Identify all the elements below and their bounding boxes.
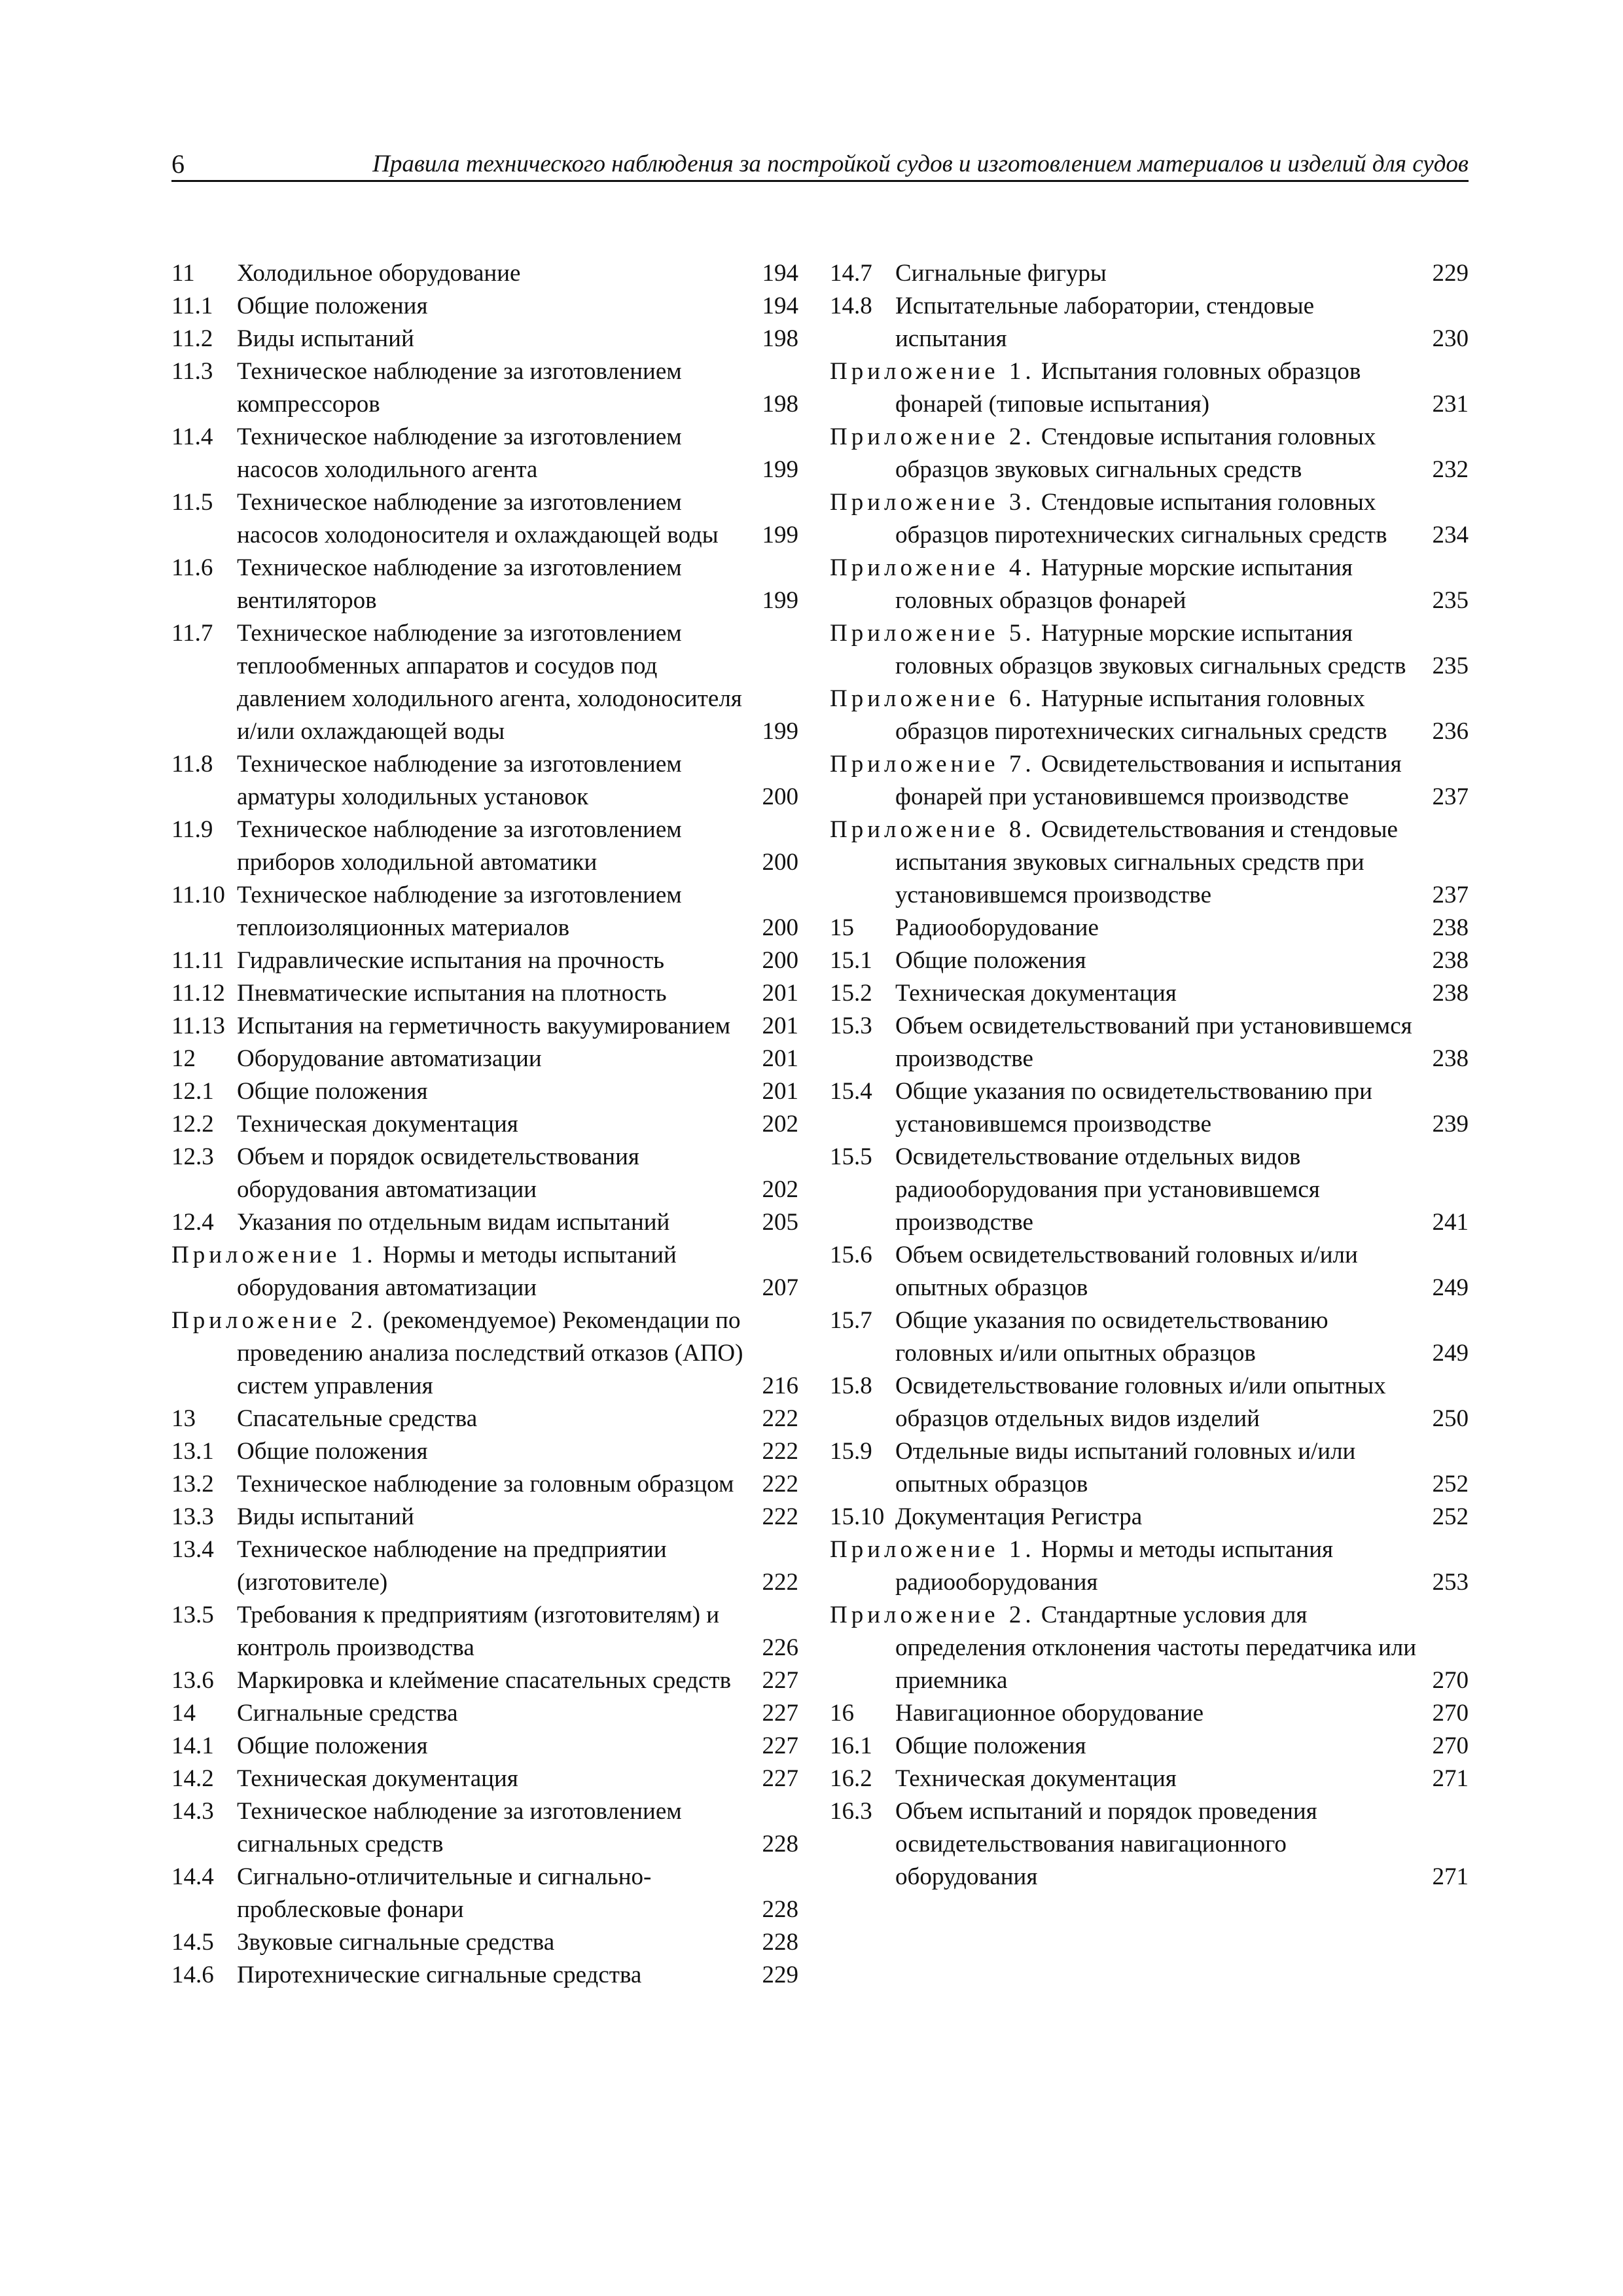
toc-entry — [171, 1664, 798, 1697]
toc-entry-page: 198 — [762, 391, 798, 418]
toc-entry — [171, 1043, 798, 1075]
toc-entry — [171, 944, 798, 977]
toc-entry-page: 252 — [1432, 1503, 1469, 1530]
toc-entry-title: Техническое наблюдение за изготовлением теплообменных аппаратов и сосудов под давлением холодильного агента, холодоносителя и/или охлаждающей воды — [237, 620, 742, 745]
toc-entry — [830, 552, 1469, 617]
toc-entry-title — [830, 814, 1419, 912]
toc-entry — [830, 683, 1469, 748]
toc-entry-title: Указания по отдельным видам испытаний — [237, 1209, 670, 1236]
toc-entry-number: 15.7 — [830, 1307, 872, 1334]
toc-entry-page: 207 — [762, 1274, 798, 1301]
appendix-title: (рекомендуемое) Рекомендации по проведению анализа последствий отказов (АПО) систем управления — [237, 1307, 743, 1399]
toc-entry-page: 222 — [762, 1569, 798, 1596]
toc-entry — [171, 355, 798, 421]
toc-entry — [171, 1730, 798, 1763]
toc-entry-title: Общие указания по освидетельствованию при установившемся производстве — [895, 1078, 1372, 1138]
toc-entry-page: 222 — [762, 1405, 798, 1432]
appendix-label: Приложение 2. — [171, 1307, 377, 1334]
toc-entry-number: 11.6 — [171, 554, 213, 581]
toc-entry-title: Техническое наблюдение за головным образцом — [237, 1471, 734, 1498]
toc-entry — [171, 1534, 798, 1599]
toc-entry — [171, 748, 798, 814]
toc-entry-number: 11.3 — [171, 358, 213, 385]
toc-entry-title: Гидравлические испытания на прочность — [237, 947, 665, 974]
toc-entry-title — [830, 683, 1419, 748]
toc-entry-page: 241 — [1432, 1209, 1469, 1236]
appendix-title: Натурные морские испытания головных образцов фонарей — [895, 554, 1353, 614]
toc-entry-page: 230 — [1432, 325, 1469, 352]
toc-entry-title — [830, 486, 1419, 552]
toc-entry — [171, 1141, 798, 1206]
toc-entry — [171, 1697, 798, 1730]
toc-entry-page: 236 — [1432, 718, 1469, 745]
toc-entry-number: 15.1 — [830, 947, 872, 974]
toc-entry-number: 15.9 — [830, 1438, 872, 1465]
toc-entry-page: 238 — [1432, 914, 1469, 941]
toc-entry-number: 11.13 — [171, 1013, 225, 1039]
toc-entry-page: 201 — [762, 1078, 798, 1105]
toc-entry-page: 235 — [1432, 653, 1469, 679]
toc-entry-page: 201 — [762, 1045, 798, 1072]
toc-entry-page: 226 — [762, 1634, 798, 1661]
toc-entry-number: 12 — [171, 1045, 196, 1072]
toc-entry — [171, 1435, 798, 1468]
toc-entry-title: Техническая документация — [237, 1765, 518, 1792]
appendix-title: Нормы и методы испытаний оборудования автоматизации — [237, 1242, 677, 1301]
toc-entry-title: Объем и порядок освидетельствования оборудования автоматизации — [237, 1143, 639, 1203]
toc-entry — [830, 355, 1469, 421]
toc-entry-number: 11.4 — [171, 423, 213, 450]
toc-entry — [171, 814, 798, 879]
toc-entry-number: 13.4 — [171, 1536, 214, 1563]
appendix-title: Стендовые испытания головных образцов пиротехнических сигнальных средств — [895, 489, 1387, 548]
toc-entry-title — [830, 421, 1419, 486]
toc-entry-title: Общие указания по освидетельствованию головных и/или опытных образцов — [895, 1307, 1329, 1367]
toc-entry-number: 13.2 — [171, 1471, 214, 1498]
toc-entry-number: 11.9 — [171, 816, 213, 843]
appendix-label: Приложение 6. — [830, 685, 1035, 712]
toc-entry-title: Техническая документация — [237, 1111, 518, 1138]
toc-entry-page: 231 — [1432, 391, 1469, 418]
toc-entry — [171, 486, 798, 552]
toc-entry-number: 11.8 — [171, 751, 213, 778]
toc-entry — [171, 290, 798, 323]
toc-entry — [171, 1861, 798, 1926]
toc-entry-number: 16.1 — [830, 1732, 872, 1759]
toc-entry-number: 13 — [171, 1405, 196, 1432]
toc-entry-page: 239 — [1432, 1111, 1469, 1138]
toc-entry-title: Навигационное оборудование — [895, 1700, 1204, 1727]
toc-entry — [171, 1206, 798, 1239]
toc-left-column — [171, 257, 798, 1992]
toc-entry — [171, 552, 798, 617]
appendix-title: Освидетельствования и стендовые испытания звуковых сигнальных средств при установившемся производстве — [895, 816, 1398, 908]
toc-entry-number: 12.3 — [171, 1143, 214, 1170]
toc-entry-number: 14.2 — [171, 1765, 214, 1792]
toc-entry-title — [830, 748, 1419, 814]
toc-entry-number: 11.2 — [171, 325, 213, 352]
toc-entry-title: Объем испытаний и порядок проведения освидетельствования навигационного оборудования — [895, 1798, 1317, 1890]
toc-entry-number: 16.3 — [830, 1798, 872, 1825]
toc-entry — [171, 1108, 798, 1141]
toc-entry-title: Общие положения — [237, 1078, 428, 1105]
toc-entry-title: Общие положения — [237, 1732, 428, 1759]
toc-entry-title — [830, 617, 1419, 683]
toc-entry-page: 270 — [1432, 1732, 1469, 1759]
toc-entry-page: 235 — [1432, 587, 1469, 614]
toc-entry-page: 222 — [762, 1503, 798, 1530]
toc-entry-number: 15.3 — [830, 1013, 872, 1039]
toc-entry-number: 11.10 — [171, 882, 225, 908]
toc-entry-title: Испытательные лаборатории, стендовые испытания — [895, 293, 1315, 352]
toc-entry-number: 14 — [171, 1700, 196, 1727]
toc-entry-title: Сигнальные средства — [237, 1700, 458, 1727]
toc-entry — [830, 1141, 1469, 1239]
toc-entry — [830, 912, 1469, 944]
toc-entry-number: 16 — [830, 1700, 854, 1727]
toc-entry — [171, 1599, 798, 1664]
toc-entry — [830, 1239, 1469, 1304]
toc-entry-page: 253 — [1432, 1569, 1469, 1596]
toc-entry — [171, 1468, 798, 1501]
toc-entry-page: 202 — [762, 1176, 798, 1203]
toc-entry-title: Освидетельствование головных и/или опытных образцов отдельных видов изделий — [895, 1372, 1386, 1432]
toc-entry-number: 14.1 — [171, 1732, 214, 1759]
toc-entry-page: 229 — [762, 1962, 798, 1988]
appendix-label: Приложение 1. — [830, 358, 1035, 385]
toc-entry-number: 12.4 — [171, 1209, 214, 1236]
appendix-title: Натурные морские испытания головных образцов звуковых сигнальных средств — [895, 620, 1406, 679]
toc-right-column — [830, 257, 1469, 1893]
toc-entry-number: 11.11 — [171, 947, 224, 974]
toc-entry-number: 14.6 — [171, 1962, 214, 1988]
toc-entry-page: 237 — [1432, 783, 1469, 810]
toc-entry — [830, 421, 1469, 486]
toc-entry-page: 199 — [762, 522, 798, 548]
toc-entry — [830, 617, 1469, 683]
toc-entry-title: Виды испытаний — [237, 325, 414, 352]
toc-entry-page: 200 — [762, 947, 798, 974]
toc-entry-title: Испытания на герметичность вакуумированием — [237, 1013, 731, 1039]
toc-entry — [830, 944, 1469, 977]
toc-entry-number: 15.2 — [830, 980, 872, 1007]
toc-entry-page: 229 — [1432, 260, 1469, 287]
toc-entry-page: 249 — [1432, 1274, 1469, 1301]
toc-entry-title: Виды испытаний — [237, 1503, 414, 1530]
toc-entry-page: 194 — [762, 260, 798, 287]
appendix-label: Приложение 1. — [171, 1242, 377, 1268]
toc-entry-number: 15.8 — [830, 1372, 872, 1399]
toc-entry — [171, 1763, 798, 1795]
toc-entry-number: 14.7 — [830, 260, 872, 287]
appendix-label: Приложение 2. — [830, 1602, 1035, 1628]
toc-entry-title — [171, 1304, 749, 1403]
toc-entry-page: 238 — [1432, 980, 1469, 1007]
toc-entry — [830, 1534, 1469, 1599]
toc-entry-title: Объем освидетельствований головных и/или опытных образцов — [895, 1242, 1358, 1301]
toc-entry-number: 13.5 — [171, 1602, 214, 1628]
toc-entry-page: 200 — [762, 783, 798, 810]
toc-entry-page: 227 — [762, 1732, 798, 1759]
toc-entry-title: Пневматические испытания на плотность — [237, 980, 667, 1007]
toc-entry — [171, 617, 798, 748]
toc-entry — [830, 1697, 1469, 1730]
toc-entry-title — [171, 1239, 749, 1304]
toc-entry-number: 13.1 — [171, 1438, 214, 1465]
toc-entry — [830, 1730, 1469, 1763]
toc-entry — [171, 1239, 798, 1304]
toc-entry — [830, 1304, 1469, 1370]
toc-entry-page: 199 — [762, 456, 798, 483]
toc-entry — [830, 486, 1469, 552]
toc-entry-title — [830, 1599, 1419, 1697]
toc-entry-title: Техническое наблюдение за изготовлением теплоизоляционных материалов — [237, 882, 682, 941]
toc-entry — [171, 879, 798, 944]
running-title: Правила технического наблюдения за постройкой судов и изготовлением материалов и изделий для судов — [372, 151, 1469, 177]
toc-entry-title: Общие положения — [895, 1732, 1086, 1759]
toc-entry-page: 271 — [1432, 1765, 1469, 1792]
toc-entry-title: Сигнально-отличительные и сигнально-проблесковые фонари — [237, 1863, 652, 1923]
toc-entry-title: Техническое наблюдение на предприятии (изготовителе) — [237, 1536, 667, 1596]
toc-entry-page: 194 — [762, 293, 798, 319]
toc-entry — [830, 257, 1469, 290]
toc-entry-title: Объем освидетельствований при установившемся производстве — [895, 1013, 1412, 1072]
appendix-title: Стандартные условия для определения отклонения частоты передатчика или приемника — [895, 1602, 1417, 1694]
toc-entry-title: Техническая документация — [895, 980, 1177, 1007]
toc-entry-title: Техническая документация — [895, 1765, 1177, 1792]
toc-entry-page: 227 — [762, 1667, 798, 1694]
toc-entry-title: Общие положения — [895, 947, 1086, 974]
toc-entry-page: 234 — [1432, 522, 1469, 548]
toc-entry — [830, 748, 1469, 814]
toc-entry-title: Освидетельствование отдельных видов радиооборудования при установившемся производстве — [895, 1143, 1320, 1236]
toc-entry-title — [830, 1534, 1419, 1599]
appendix-title: Стендовые испытания головных образцов звуковых сигнальных средств — [895, 423, 1376, 483]
toc-entry-number: 14.8 — [830, 293, 872, 319]
appendix-label: Приложение 4. — [830, 554, 1035, 581]
toc-entry — [171, 1403, 798, 1435]
toc-entry-page: 227 — [762, 1765, 798, 1792]
toc-entry-number: 15.6 — [830, 1242, 872, 1268]
toc-entry-page: 200 — [762, 849, 798, 876]
toc-entry — [830, 977, 1469, 1010]
toc-entry-page: 238 — [1432, 1045, 1469, 1072]
toc-entry-page: 270 — [1432, 1700, 1469, 1727]
toc-entry-number: 14.3 — [171, 1798, 214, 1825]
toc-entry — [171, 1304, 798, 1403]
toc-entry — [830, 1501, 1469, 1534]
toc-entry-title — [830, 552, 1419, 617]
toc-entry — [171, 1010, 798, 1043]
toc-entry — [830, 1435, 1469, 1501]
toc-entry-title: Холодильное оборудование — [237, 260, 521, 287]
toc-entry-title: Документация Регистра — [895, 1503, 1143, 1530]
toc-entry-page: 205 — [762, 1209, 798, 1236]
toc-entry-number: 11.12 — [171, 980, 225, 1007]
toc-entry-page: 237 — [1432, 882, 1469, 908]
toc-entry-title: Сигнальные фигуры — [895, 260, 1107, 287]
toc-entry-title: Отдельные виды испытаний головных и/или опытных образцов — [895, 1438, 1356, 1498]
toc-entry-title: Маркировка и клеймение спасательных средств — [237, 1667, 732, 1694]
toc-entry-title: Техническое наблюдение за изготовлением насосов холодоносителя и охлаждающей воды — [237, 489, 719, 548]
appendix-label: Приложение 2. — [830, 423, 1035, 450]
toc-entry-number: 11.1 — [171, 293, 213, 319]
toc-entry-title: Спасательные средства — [237, 1405, 478, 1432]
toc-entry-page: 228 — [762, 1896, 798, 1923]
toc-entry-number: 15.4 — [830, 1078, 872, 1105]
toc-entry-page: 199 — [762, 718, 798, 745]
appendix-title: Нормы и методы испытания радиооборудования — [895, 1536, 1334, 1596]
toc-entry-title: Оборудование автоматизации — [237, 1045, 542, 1072]
toc-entry-page: 222 — [762, 1471, 798, 1498]
toc-entry — [171, 323, 798, 355]
toc-entry — [171, 421, 798, 486]
toc-entry-number: 16.2 — [830, 1765, 872, 1792]
appendix-label: Приложение 5. — [830, 620, 1035, 647]
toc-entry-title: Техническое наблюдение за изготовлением компрессоров — [237, 358, 682, 418]
page-number: 6 — [171, 149, 185, 179]
toc-entry-number: 13.6 — [171, 1667, 214, 1694]
toc-entry-title: Радиооборудование — [895, 914, 1099, 941]
toc-entry — [830, 814, 1469, 912]
toc-entry-number: 14.5 — [171, 1929, 214, 1956]
toc-entry-number: 11 — [171, 260, 195, 287]
toc-entry-page: 228 — [762, 1831, 798, 1857]
toc-entry-number: 11.5 — [171, 489, 213, 516]
toc-entry-number: 11.7 — [171, 620, 213, 647]
toc-entry-title: Пиротехнические сигнальные средства — [237, 1962, 642, 1988]
toc-entry-title: Техническое наблюдение за изготовлением арматуры холодильных установок — [237, 751, 682, 810]
toc-entry-page: 201 — [762, 980, 798, 1007]
toc-entry-page: 202 — [762, 1111, 798, 1138]
toc-entry-title: Техническое наблюдение за изготовлением приборов холодильной автоматики — [237, 816, 682, 876]
page-header — [171, 141, 1469, 182]
appendix-title: Натурные испытания головных образцов пиротехнических сигнальных средств — [895, 685, 1387, 745]
toc-entry-number: 12.1 — [171, 1078, 214, 1105]
toc-entry — [830, 1075, 1469, 1141]
appendix-title: Испытания головных образцов фонарей (типовые испытания) — [895, 358, 1361, 418]
toc-entry-page: 249 — [1432, 1340, 1469, 1367]
toc-entry — [830, 290, 1469, 355]
toc-entry-page: 199 — [762, 587, 798, 614]
toc-entry-number: 14.4 — [171, 1863, 214, 1890]
toc-entry-page: 200 — [762, 914, 798, 941]
toc-entry-page: 271 — [1432, 1863, 1469, 1890]
appendix-label: Приложение 3. — [830, 489, 1035, 516]
toc-entry — [171, 1075, 798, 1108]
toc-entry-page: 216 — [762, 1372, 798, 1399]
toc-entry-page: 252 — [1432, 1471, 1469, 1498]
toc-entry — [830, 1795, 1469, 1893]
appendix-title: Освидетельствования и испытания фонарей при установившемся производстве — [895, 751, 1402, 810]
toc-entry-number: 15 — [830, 914, 854, 941]
toc-entry — [830, 1599, 1469, 1697]
toc-entry-page: 228 — [762, 1929, 798, 1956]
toc-entry-title: Звуковые сигнальные средства — [237, 1929, 555, 1956]
toc-entry — [830, 1370, 1469, 1435]
toc-entry — [171, 1795, 798, 1861]
toc-entry-number: 15.5 — [830, 1143, 872, 1170]
toc-entry-page: 222 — [762, 1438, 798, 1465]
toc-entry-title: Техническое наблюдение за изготовлением насосов холодильного агента — [237, 423, 682, 483]
toc-entry — [830, 1763, 1469, 1795]
toc-entry-title: Техническое наблюдение за изготовлением сигнальных средств — [237, 1798, 682, 1857]
toc-entry-page: 198 — [762, 325, 798, 352]
toc-entry-title — [830, 355, 1419, 421]
toc-entry — [171, 1959, 798, 1992]
appendix-label: Приложение 8. — [830, 816, 1035, 843]
toc-entry — [171, 257, 798, 290]
toc-entry-page: 238 — [1432, 947, 1469, 974]
toc-entry — [830, 1010, 1469, 1075]
toc-entry-title: Общие положения — [237, 1438, 428, 1465]
toc-entry-page: 201 — [762, 1013, 798, 1039]
toc-entry — [171, 1926, 798, 1959]
toc-entry-number: 15.10 — [830, 1503, 885, 1530]
toc-entry-title: Требования к предприятиям (изготовителям) и контроль производства — [237, 1602, 720, 1661]
toc-entry-page: 250 — [1432, 1405, 1469, 1432]
toc-entry-page: 227 — [762, 1700, 798, 1727]
toc-entry — [171, 977, 798, 1010]
toc-entry-page: 232 — [1432, 456, 1469, 483]
appendix-label: Приложение 1. — [830, 1536, 1035, 1563]
toc-entry-number: 12.2 — [171, 1111, 214, 1138]
toc-entry-title: Техническое наблюдение за изготовлением вентиляторов — [237, 554, 682, 614]
toc-entry-page: 270 — [1432, 1667, 1469, 1694]
toc-entry-title: Общие положения — [237, 293, 428, 319]
appendix-label: Приложение 7. — [830, 751, 1035, 778]
toc-entry — [171, 1501, 798, 1534]
toc-entry-number: 13.3 — [171, 1503, 214, 1530]
